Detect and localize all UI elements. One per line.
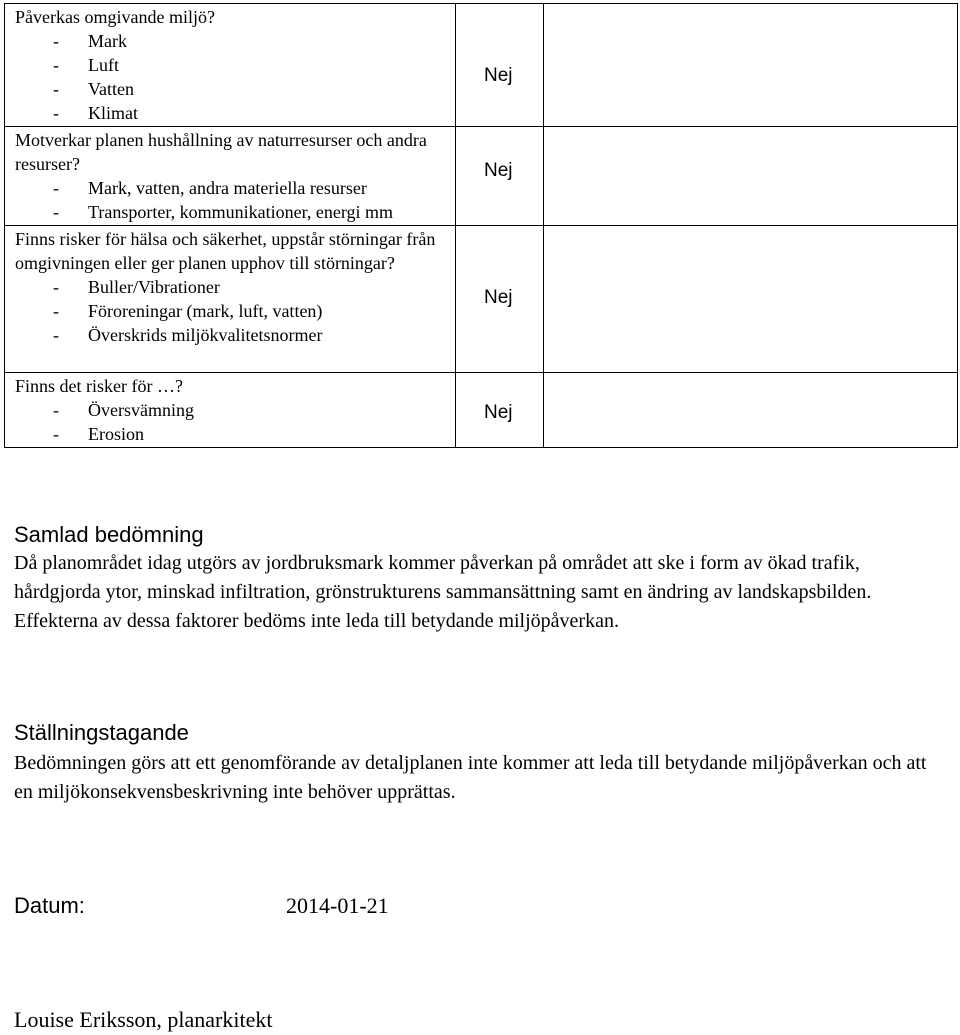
comment-cell bbox=[544, 127, 958, 226]
question-cell bbox=[5, 127, 456, 226]
list-item: - Mark, vatten, andra materiella resurser bbox=[15, 176, 447, 200]
list-item: - Föroreningar (mark, luft, vatten) bbox=[15, 299, 447, 323]
list-item: - Klimat bbox=[15, 101, 447, 125]
date-label: Datum: bbox=[14, 893, 85, 918]
question-text: Påverkas omgivande miljö? bbox=[15, 7, 215, 27]
assessment-table bbox=[4, 3, 958, 448]
answer-cell bbox=[456, 226, 544, 373]
answer-value: Nej bbox=[484, 402, 513, 423]
table-row bbox=[5, 373, 958, 448]
answer-value: Nej bbox=[484, 65, 513, 86]
question-cell bbox=[5, 373, 456, 448]
signature: Louise Eriksson, planarkitekt bbox=[14, 1007, 273, 1032]
list-item: - Luft bbox=[15, 53, 447, 77]
table-row bbox=[5, 226, 958, 373]
question-text: Finns det risker för …? bbox=[15, 376, 183, 396]
question-cell bbox=[5, 226, 456, 373]
summary-text: Då planområdet idag utgörs av jordbruksmark kommer påverkan på området att ske i form av ökad trafik, hårdgjorda ytor, minskad infiltration, grönstrukturens sammansättning samt en ändring av landskapsbilden. Effekterna av dessa faktorer bedöms inte leda till betydande miljöpåverkan. bbox=[14, 552, 872, 632]
list-item: - Buller/Vibrationer bbox=[15, 275, 447, 299]
answer-cell bbox=[456, 373, 544, 448]
position-text: Bedömningen görs att ett genomförande av detaljplanen inte kommer att leda till betydande miljöpåverkan och att en miljökonsekvensbeskrivning inte behöver upprättas. bbox=[14, 752, 927, 803]
list-item: - Erosion bbox=[15, 422, 447, 446]
list-item: - Vatten bbox=[15, 77, 447, 101]
answer-value: Nej bbox=[484, 160, 513, 181]
answer-cell bbox=[456, 4, 544, 127]
comment-cell bbox=[544, 4, 958, 127]
question-text: Finns risker för hälsa och säkerhet, uppstår störningar från omgivningen eller ger planen upphov till störningar? bbox=[15, 229, 436, 273]
summary-heading: Samlad bedömning bbox=[14, 522, 204, 547]
comment-cell bbox=[544, 373, 958, 448]
question-text: Motverkar planen hushållning av naturresurser och andra resurser? bbox=[15, 130, 427, 174]
answer-value: Nej bbox=[484, 287, 513, 308]
question-cell bbox=[5, 4, 456, 127]
list-item: - Mark bbox=[15, 29, 447, 53]
table-row bbox=[5, 127, 958, 226]
table-row bbox=[5, 4, 958, 127]
comment-cell bbox=[544, 226, 958, 373]
position-heading: Ställningstagande bbox=[14, 720, 189, 745]
list-item: - Översvämning bbox=[15, 398, 447, 422]
list-item: - Transporter, kommunikationer, energi mm bbox=[15, 200, 447, 224]
date-value: 2014-01-21 bbox=[286, 893, 389, 918]
list-item: - Överskrids miljökvalitetsnormer bbox=[15, 323, 447, 347]
answer-cell bbox=[456, 127, 544, 226]
